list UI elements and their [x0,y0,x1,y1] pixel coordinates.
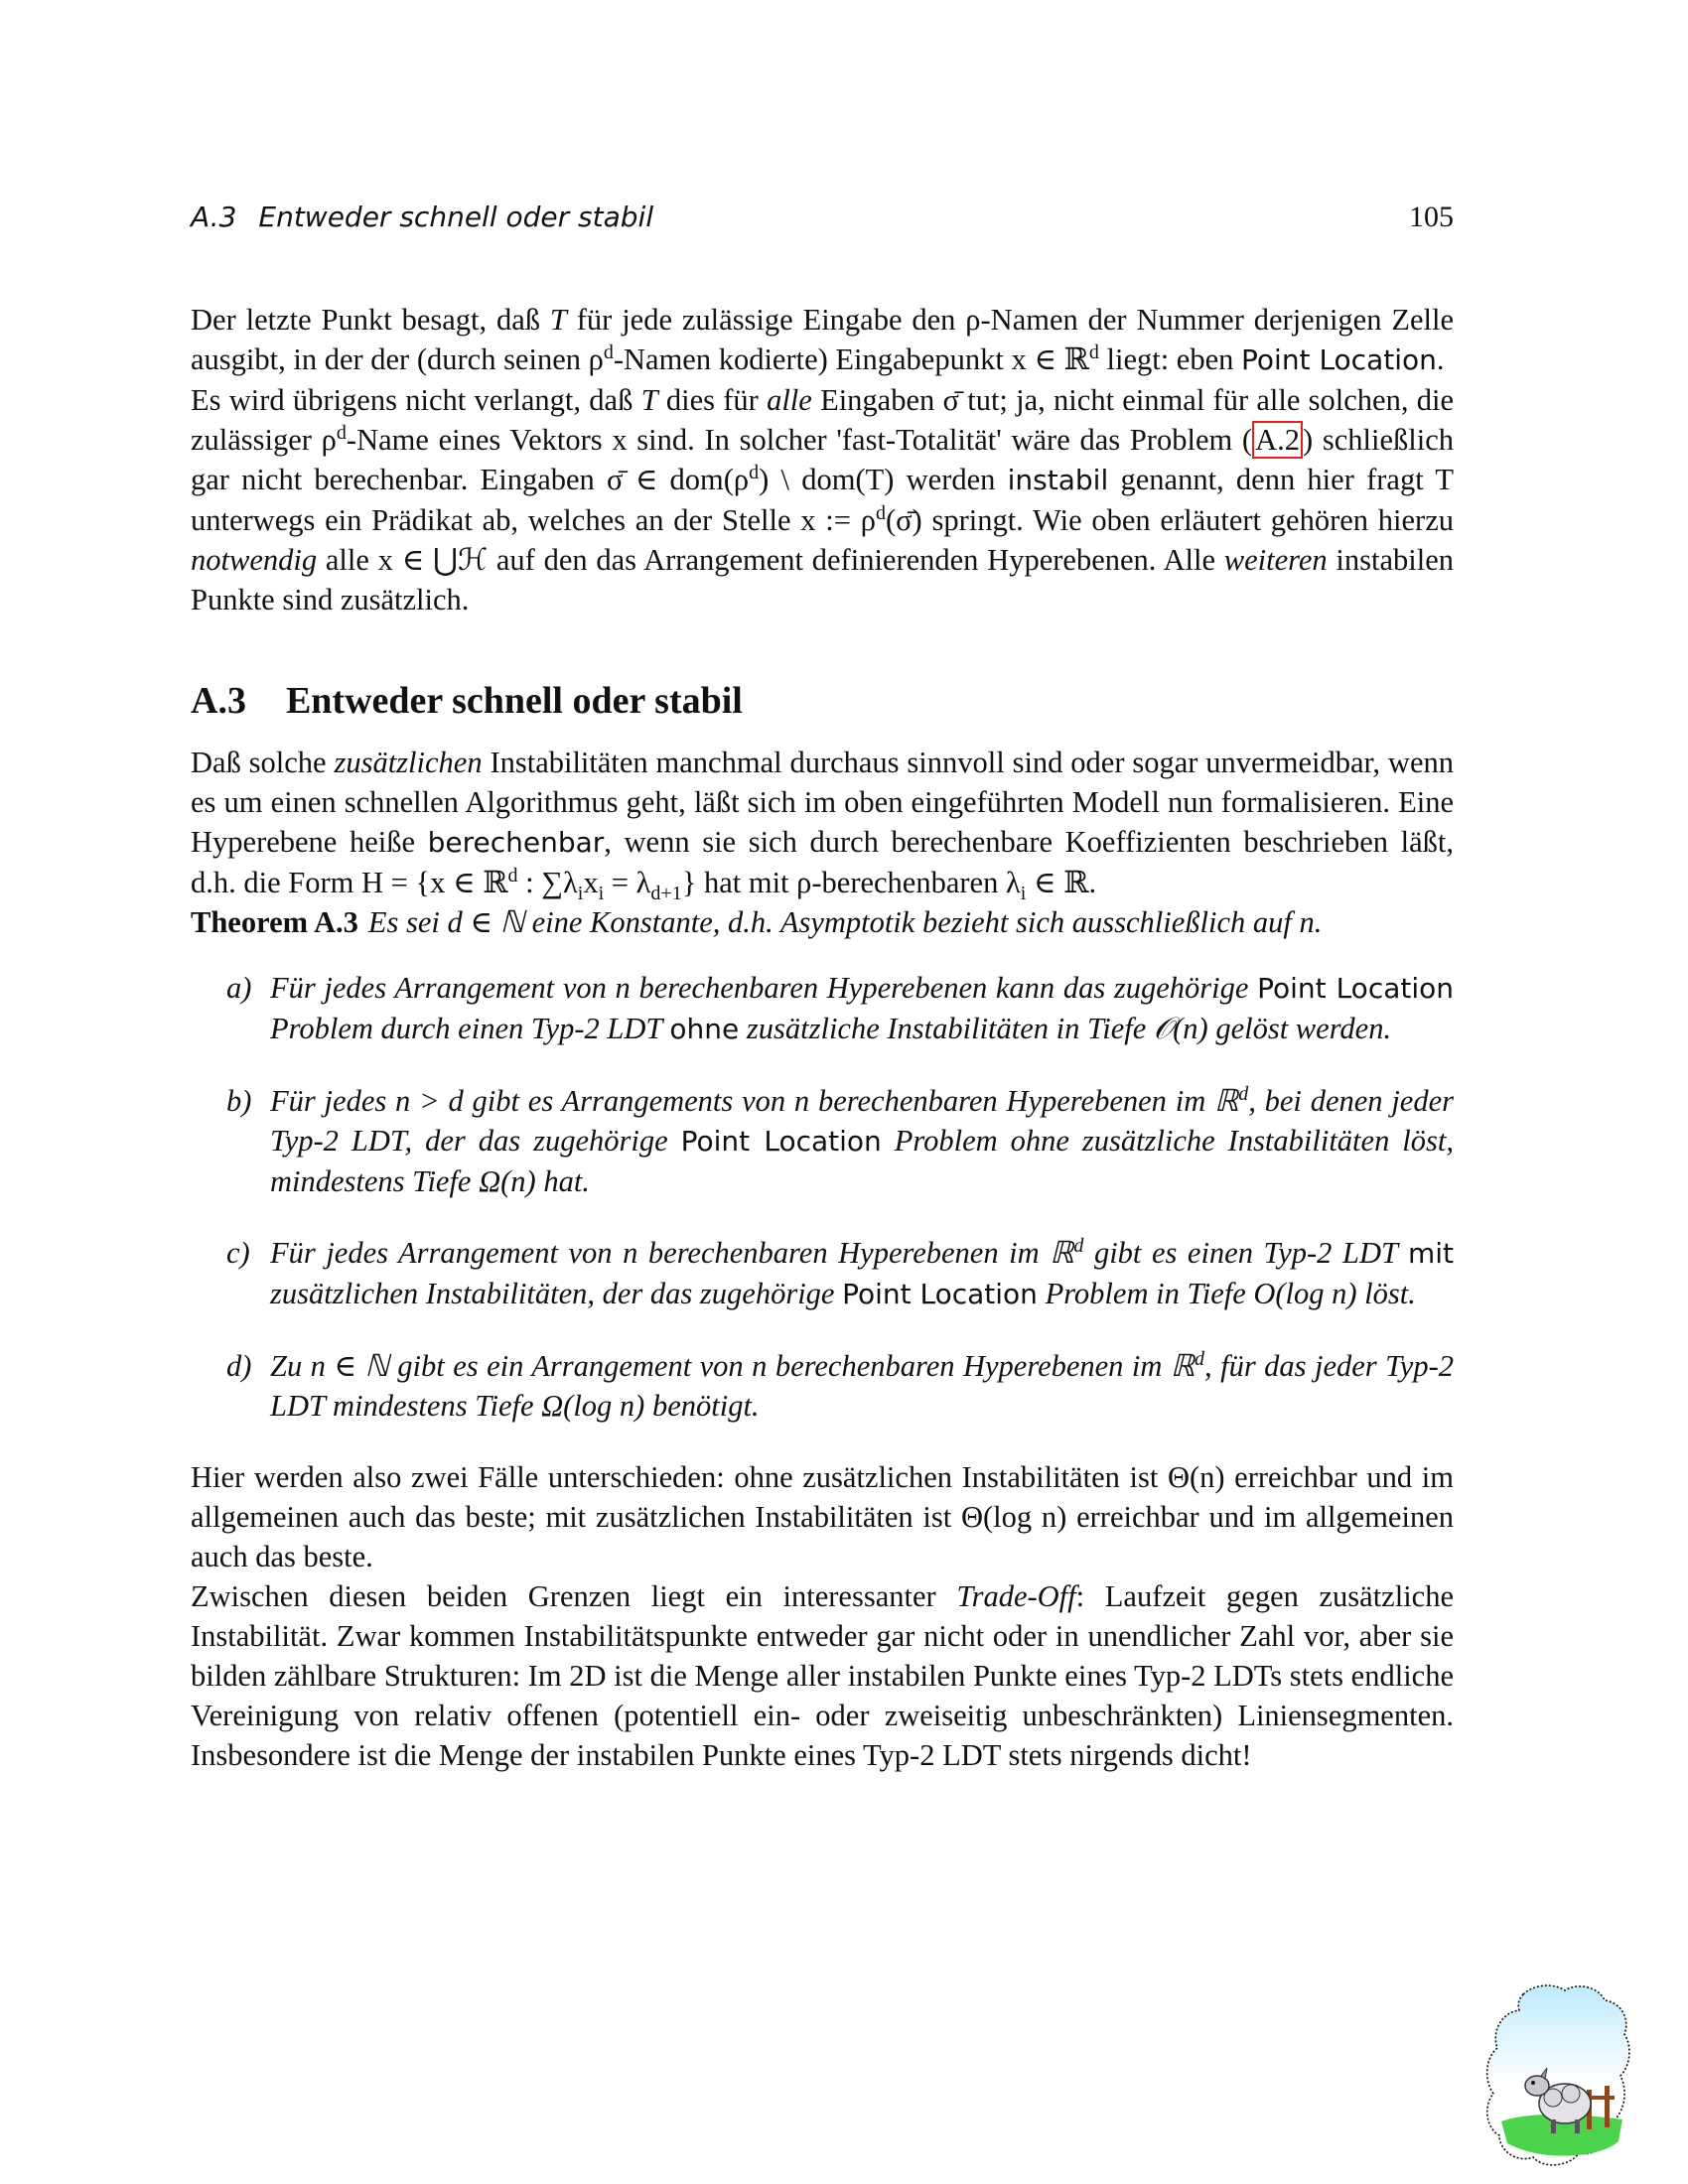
intro-paragraph-1: Der letzte Punkt besagt, daß T für jede zulässige Eingabe den ρ-Namen der Nummer derjenigen Zelle ausgibt, in der der (durch seinen $\rho^d$-Namen kodierte) Eingabepunkt x ∈ ℝ$^d$ liegt: eben Point Location. [191,303,1454,376]
theorem-label: Theorem A.3 [191,905,358,939]
page-body [191,300,1454,1775]
closing-paragraph-1: Hier werden also zwei Fälle unterschieden: ohne zusätzlichen Instabilitäten ist Θ(n) erreichbar und im allgemeinen auch das beste; mit zusätzlichen Instabilitäten ist Θ(log n) erreichbar und im allgemeinen auch das beste. [191,1460,1454,1573]
theorem-statement: Es sei d ∈ ℕ eine Konstante, d.h. Asymptotik bezieht sich ausschließlich auf n. [367,905,1323,939]
theorem-item-d: d) Zu n ∈ ℕ gibt es ein Arrangement von n berechenbaren Hyperebenen im ℝ$^d$, für das jeder Typ-2 LDT mindestens Tiefe Ω(log n) benötigt. [226,1347,1455,1423]
theorem-items [191,968,1454,1426]
section-heading [191,677,1454,725]
theorem-item-c: c) Für jedes Arrangement von n berechenbaren Hyperebenen im ℝ$^d$ gibt es einen Typ-2 LDT mit zusätzlichen Instabilitäten, der das zugehörige Point Location Problem in Tiefe O(log n) löst. [226,1234,1454,1310]
section-number: A.3 [191,680,246,722]
term-point-location: Point Location [1241,343,1437,376]
theorem-item-b: b) Für jedes n > d gibt es Arrangements von n berechenbaren Hyperebenen im ℝ$^d$, bei denen jeder Typ-2 LDT, der das zugehörige Point Location Problem ohne zusätzliche Instabilitäten löst, mindestens Tiefe Ω(n) hat. [226,1082,1454,1198]
intro-paragraph-2: Es wird übrigens nicht verlangt, daß T dies für alle Eingaben σ̄ tut; ja, nicht einmal für alle solchen, die zulässiger $\rho^d$-Name eines Vektors x sind. In solcher 'fast-Totalität' wäre das Problem (A.2) schließlich gar nicht berechenbar. Eingaben σ̄ ∈ $dom(\rho^d)$ \ dom(T) werden instabil genannt, denn hier fragt T unterwegs ein Prädikat ab, welches an der Stelle x := $\rho^d(\sigmā)$ springt. Wie oben erläutert gehören hierzu notwendig alle x ∈ ⋃ℋ auf den das Arrangement definierenden Hyperebenen. Alle weiteren instabilen Punkte sind zusätzlich. [191,383,1455,616]
term-berechenbar: berechenbar [427,826,605,859]
closing-paragraph-2: Zwischen diesen beiden Grenzen liegt ein interessanter Trade-Off: Laufzeit gegen zusätzliche Instabilität. Zwar kommen Instabilitätspunkte entweder gar nicht oder in unendlicher Zahl vor, aber sie bilden zählbare Strukturen: Im 2D ist die Menge aller instabilen Punkte eines Typ-2 LDTs stets endliche Vereinigung von relativ offenen (potentiell ein- oder zweiseitig unbeschränkten) Liniensegmenten. Insbesondere ist die Menge der instabilen Punkte eines Typ-2 LDT stets nirgends dicht! [191,1579,1454,1772]
running-head-section-number: A.3 [191,201,237,233]
theorem [191,902,1454,942]
term-instabil: instabil [1007,464,1109,496]
theorem-item-a: a) Für jedes Arrangement von n berechenbaren Hyperebenen kann das zugehörige Point Location Problem durch einen Typ-2 LDT ohne zusätzliche Instabilitäten in Tiefe 𝒪(n) gelöst werden. [226,971,1455,1045]
running-head-section [191,201,653,233]
running-head-section-title: Entweder schnell oder stabil [258,201,654,233]
page-number: 105 [1409,201,1454,233]
running-head [191,201,1454,240]
section-title: Entweder schnell oder stabil [285,680,743,722]
section-paragraph: Daß solche zusätzlichen Instabilitäten manchmal durchaus sinnvoll sind oder sogar unvermeidbar, wenn es um einen schnellen Algorithmus geht, läßt sich im oben eingeführten Modell nun formalisieren. Eine Hyperebene heiße berechenbar, wenn sie sich durch berechenbare Koeffizienten beschrieben läßt, d.h. die Form H = {x ∈ ℝ$^d$ : $\sum\lambda_ix_i = \lambda_{d+1}$} hat mit ρ-berechenbaren $\lambda_i$ ∈ ℝ. [191,746,1454,905]
mascot-cloud-icon [1483,1982,1632,2169]
reference-link-a2[interactable]: A.2 [1252,421,1303,459]
